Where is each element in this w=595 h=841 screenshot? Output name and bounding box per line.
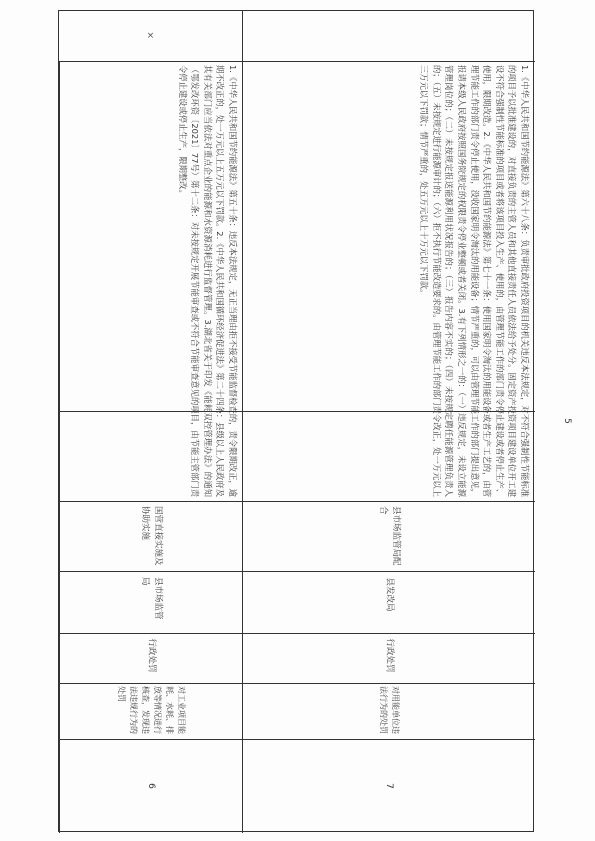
row-7-basis-text: 1.《中华人民共和国节约能源法》第六十八条：负责审批政府投资项目的机关违反本法规定，对不符合强制性节能标准的项目予以批准建设的，对直接负责的主管人员和其他直接责任人员依法给予处分。固定资产投资项目建设单位开工建设不符合强制性节能标准的项目或者将该项目投入生产、使用的，由管理节能工作的部门责令停止建设或者停止生产、使用，限期改造。2.《中华人民共和国节约能源法》第七十一条：使用国家明令淘汰的用能设备或者生产工艺的，由管理节能工作的部门责令停止使用，没收国家明令淘汰的用能设备；情节严重的，可以由管理节能工作的部门提出意见，报请本级人民政府按照国务院规定的权限责令停业整顿或者关闭。3.有下列情形之一的：（一）违反规定，未设立能源管理岗位的；（二）未按规定报送能源利用状况报告的；（三）报告内容不实的；（四）未按规定聘任能源管理负责人的；（五）未按规定进行能源审计的；（六）拒不执行节能改造要求的。由管理节能工作的部门责令改正，处一万元以上三万元以下罚款；情节严重的，处五万元以上十万元以下罚款。	[419, 65, 530, 497]
row-7-dept: 县市场监管局配合	[377, 506, 401, 566]
row-6-subject: 县市场监管局	[139, 577, 163, 620]
row-7-name: 对用能单位违法行为的处罚	[378, 686, 400, 734]
row-7-category-cell	[242, 633, 535, 683]
page-number: 5	[561, 418, 572, 424]
row-6-subject-cell	[59, 571, 242, 633]
row-6-category: 行政处罚	[146, 638, 156, 673]
row-7-seq-cell	[242, 739, 535, 833]
top-band-mark-cell	[59, 11, 242, 61]
row-6-basis	[63, 65, 239, 497]
row-6-seq: 6	[145, 783, 156, 789]
row-6-dept: 国营直接实施及协助实施	[139, 506, 163, 566]
row-7-subject: 县发改局	[384, 577, 394, 612]
row-6-name-cell	[59, 683, 242, 739]
row-6-category-cell	[59, 633, 242, 683]
row-6-dept-cell	[59, 501, 242, 571]
row-6-seq-cell	[59, 739, 242, 833]
top-band-mark: ×	[146, 31, 155, 41]
row-7-name-cell	[242, 683, 535, 739]
top-band-divider	[242, 11, 243, 61]
document-table	[58, 10, 534, 832]
row-7-category: 行政处罚	[384, 638, 394, 673]
row-6-name: 对工业项目能耗、水耗、排放等情况进行核查，发现违法违规行为的处罚	[116, 686, 186, 734]
row-7-basis	[246, 65, 531, 497]
row-7-seq: 7	[383, 783, 394, 789]
row-6-basis-text: 1.《中华人民共和国节约能源法》第五十条：违反本法规定，无正当理由拒不接受节能监督检查的，责令限期改正，逾期不改正的，处一万元以上五万元以下罚款。2.《中华人民共和国循环经济促进法》第二十四条：县级以上人民政府及其有关部门应当依法对重点企业的能源和水资源消耗进行监督管理。3.湖北省关于印发《能耗双控管理办法》的通知（鄂发改环资〔2021〕77号）第十二条：对未按规定开展节能审查或不符合节能审查意见的项目，由节能主管部门责令停止建设或停止生产，限期整改。	[177, 65, 238, 497]
row-7-dept-cell	[242, 501, 535, 571]
col-sep-basis	[59, 61, 535, 62]
row-7-subject-cell	[242, 571, 535, 633]
